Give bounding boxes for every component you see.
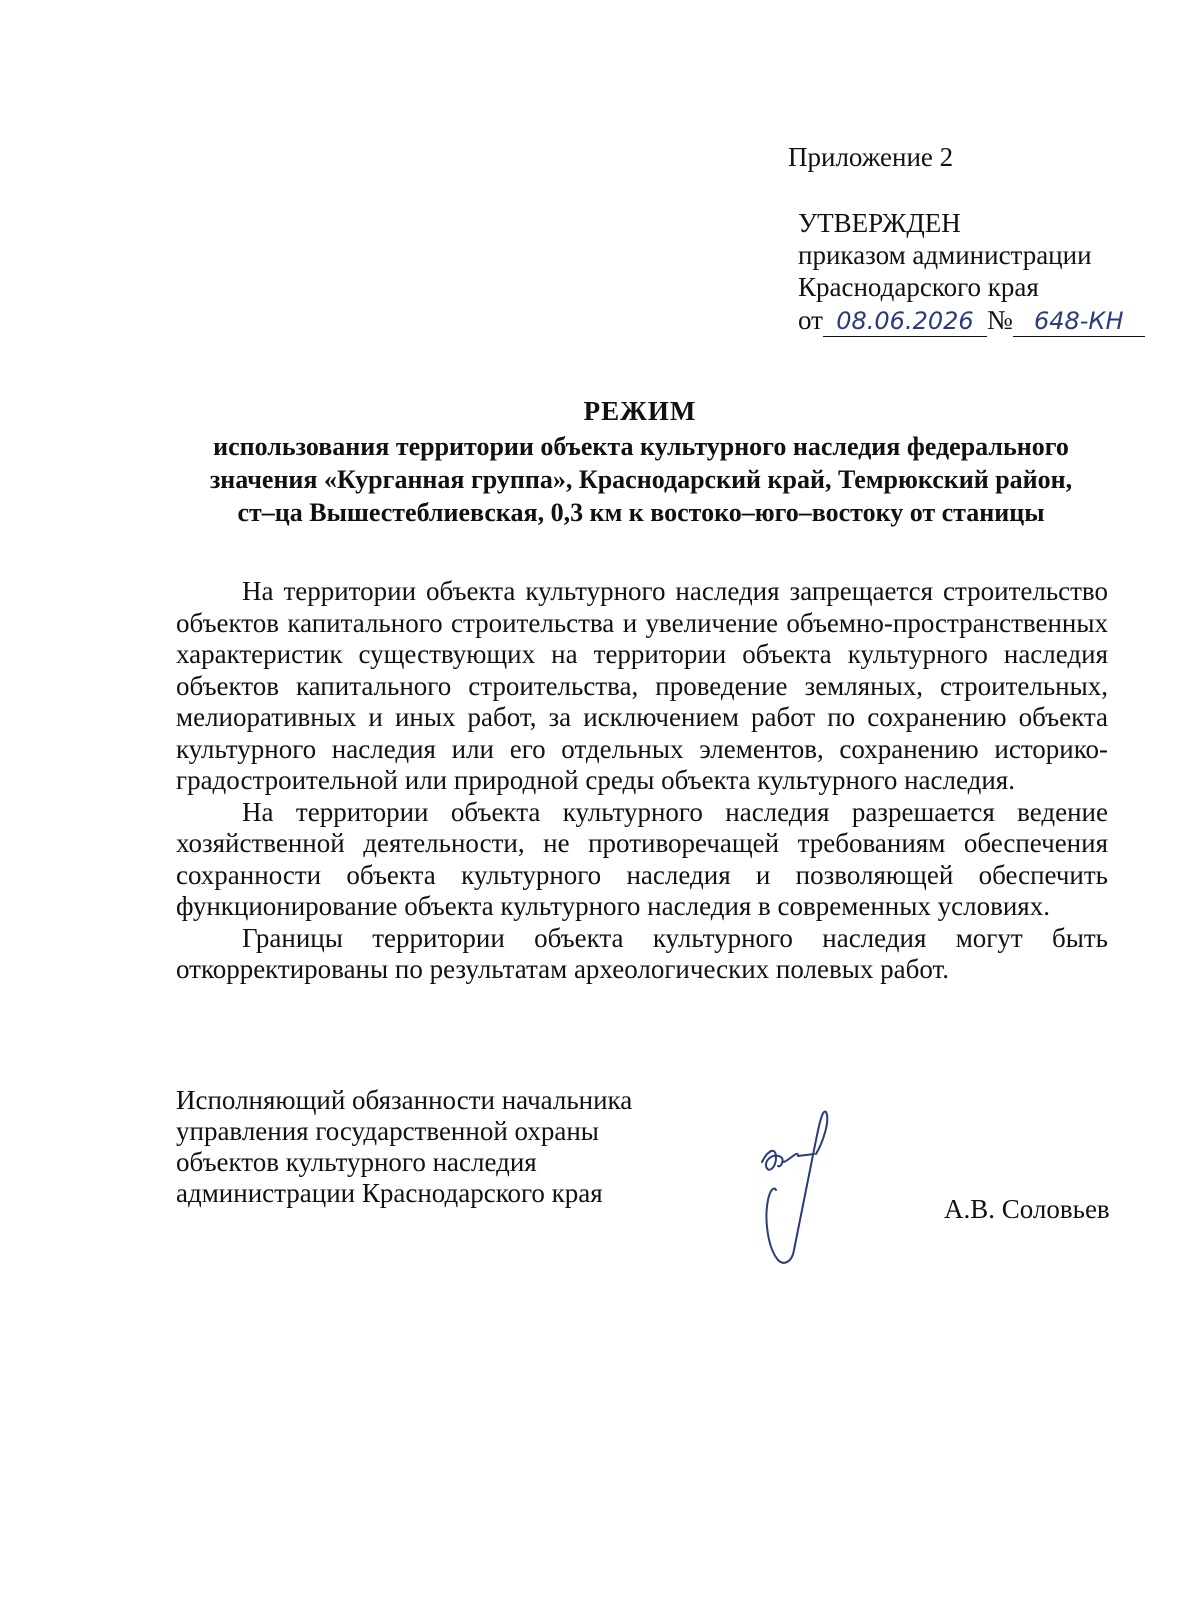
paragraph-permissions: На территории объекта культурного наследия разрешается ведение хозяйственной деятельности, не противоречащей требованиям обеспечения сохранности объекта культурного наследия и позволяющей обеспечить функционирование объекта культурного наследия в современных условиях. [176,796,1108,921]
approval-stamp-title: УТВЕРЖДЕН [798,208,961,238]
signer-line-1: Исполняющий обязанности начальника [176,1085,633,1115]
paragraph-prohibitions: На территории объекта культурного наследия запрещается строительство объектов капитального строительства и увеличение объемно-пространственных характеристик существующих на территории объекта культурного наследия объектов капитального строительства, проведение земляных, строительных, мелиоративных и иных работ, за исключением работ по сохранению объекта культурного наследия или его отдельных элементов, сохранению историко-градостроительной или природной среды объекта культурного наследия. [176,576,1108,795]
date-prefix: от [798,305,823,335]
document-subtitle [176,430,1106,529]
handwritten-signature [754,1110,854,1270]
paragraph-boundaries: Границы территории объекта культурного наследия могут быть откорректированы по результатам археологических полевых работ. [176,922,1108,984]
subtitle-line-1: использования территории объекта культурного наследия федерального [213,432,1069,461]
approval-line-1: приказом администрации [798,240,1092,270]
signer-line-3: объектов культурного наследия [176,1147,537,1177]
appendix-label: Приложение 2 [788,142,954,172]
signer-line-4: администрации Краснодарского края [176,1178,603,1208]
signer-position [176,1085,632,1209]
subtitle-line-2: значения «Курганная группа», Краснодарский край, Темрюкский район, [209,465,1073,494]
order-number: 648-КН [1013,306,1145,337]
order-date: 08.06.2026 [823,306,987,337]
approval-line-2: Краснодарского края [798,272,1039,302]
document-body [176,576,1108,986]
signer-line-2: управления государственной охраны [176,1116,599,1146]
document-title: РЕЖИМ [583,396,697,426]
number-prefix: № [986,305,1013,335]
signer-name: А.В. Соловьев [944,1194,1110,1224]
order-reference [798,303,1145,337]
subtitle-line-3: ст–ца Вышестеблиевская, 0,3 км к востоко–юго–востоку от станицы [237,498,1045,527]
